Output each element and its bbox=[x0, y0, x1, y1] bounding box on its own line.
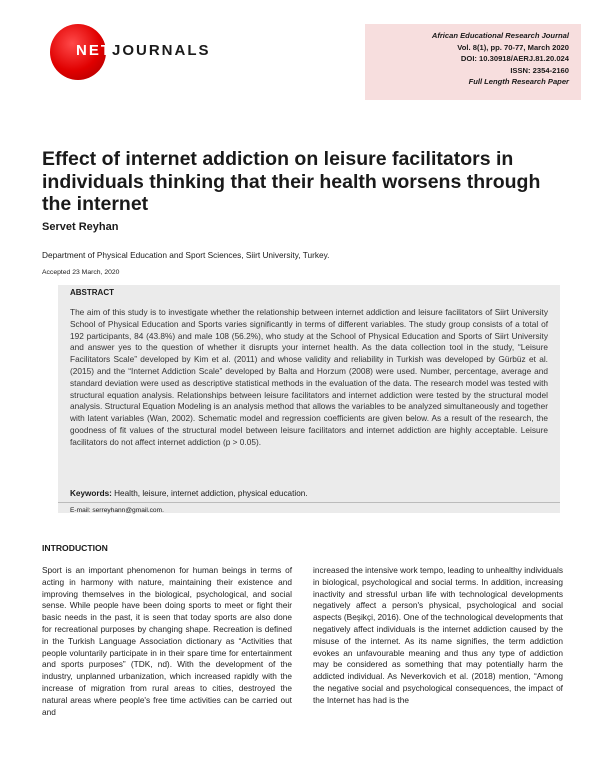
introduction-column-right: increased the intensive work tempo, leading to unhealthy individuals in biological, psychological and social terms. In addition, increasing inactivity and stressful urban life with technological developments negatively affect a person's physical, psychological and social aspects (Beşikçi, 2016). One of the technological developments that negatively affect individuals is the internet addiction caused by the misuse of the internet. As its name signifies, the term addiction evokes an unfavourable meaning and thus any type of addiction may be considered as something that may potentially harm the addicted individual. As Neverkovich et al. (2018) mention, “Among the negative social and psychological consequences, the impact of the Internet has had is the bbox=[313, 565, 563, 705]
introduction-heading: INTRODUCTION bbox=[42, 543, 108, 553]
author-email: E-mail: serreyhann@gmail.com. bbox=[70, 507, 164, 514]
keywords-label: Keywords: bbox=[70, 489, 112, 498]
abstract-text: The aim of this study is to investigate whether the relationship between internet addiction and leisure facilitators of Siirt University School of Physical Education and Sports varies significantly in terms of different variables. The study group consists of a total of 192 participants, 84 (43.8%) and male 108 (56.2%), who study at the School of Physical Education and Sports of Siirt University and answer yes to the question of whether it disrupts your internet health. As the data collection tool in the study, “Leisure Facilitators Scale” developed by Kim et al. (2011) and whose validity and reliability in Turkish was developed by Gürbüz et al. (2015) and the “Internet Addiction Scale” developed by Balta and Horzum (2008) were used. Number, percentage, average and standard deviation were used as descriptive statistical methods in the evaluation of the data. The research model was tested with structural equation analysis. Relationships between leisure facilitators and internet addiction were tested by the structural model analysis. Structural Equation Modeling is an analysis method that allows the variables to be analyzed simultaneously and together with latent variables (Wan, 2002). Schematic model and regression coefficients are given below. As a result of the research, the goodness of fit values of the structural model between leisure facilitators and internet addiction are highly acceptable. Leisure facilitators do not affect internet addiction (p > 0.05). bbox=[70, 307, 548, 447]
journal-info-box bbox=[365, 24, 581, 100]
accepted-date: Accepted 23 March, 2020 bbox=[42, 269, 120, 276]
abstract-box bbox=[58, 285, 560, 513]
keywords bbox=[70, 489, 308, 498]
logo-wordmark: NETJOURNALS bbox=[76, 42, 211, 59]
keywords-list: Health, leisure, internet addiction, physical education. bbox=[114, 489, 308, 498]
introduction-column-left: Sport is an important phenomenon for human beings in terms of acting in harmony with nature, maintaining their existence and improving themselves in the biological, psychological, and social sense. While people have been doing sports to meet or fight their basic needs in the past, it is seen that today sports are also done for recreational purposes by changing shape. Recreation is defined in the Turkish Language Association dictionary as “Activities that people voluntarily participate in in their spare time for entertainment and sports purposes” (TDK, nd). With the development of the industry, unplanned urbanization, which increased rapidly with the increase of migration from rural areas to cities, destroyed the natural areas where people's free time activities can be carried out and bbox=[42, 565, 292, 717]
journal-issn: ISSN: 2354-2160 bbox=[510, 65, 569, 75]
abstract-divider bbox=[58, 502, 560, 503]
journal-name: African Educational Research Journal bbox=[431, 31, 569, 40]
paper-title: Effect of internet addiction on leisure facilitators in individuals thinking that their health worsens through the internet bbox=[42, 148, 541, 215]
paper-type: Full Length Research Paper bbox=[468, 77, 569, 86]
author-affiliation: Department of Physical Education and Sport Sciences, Siirt University, Turkey. bbox=[42, 250, 330, 260]
journal-volume: Vol. 8(1), pp. 70-77, March 2020 bbox=[457, 42, 569, 52]
netjournals-logo bbox=[50, 24, 220, 80]
abstract-heading: ABSTRACT bbox=[70, 288, 114, 297]
author-name: Servet Reyhan bbox=[42, 221, 119, 233]
journal-doi: DOI: 10.30918/AERJ.81.20.024 bbox=[460, 54, 569, 63]
